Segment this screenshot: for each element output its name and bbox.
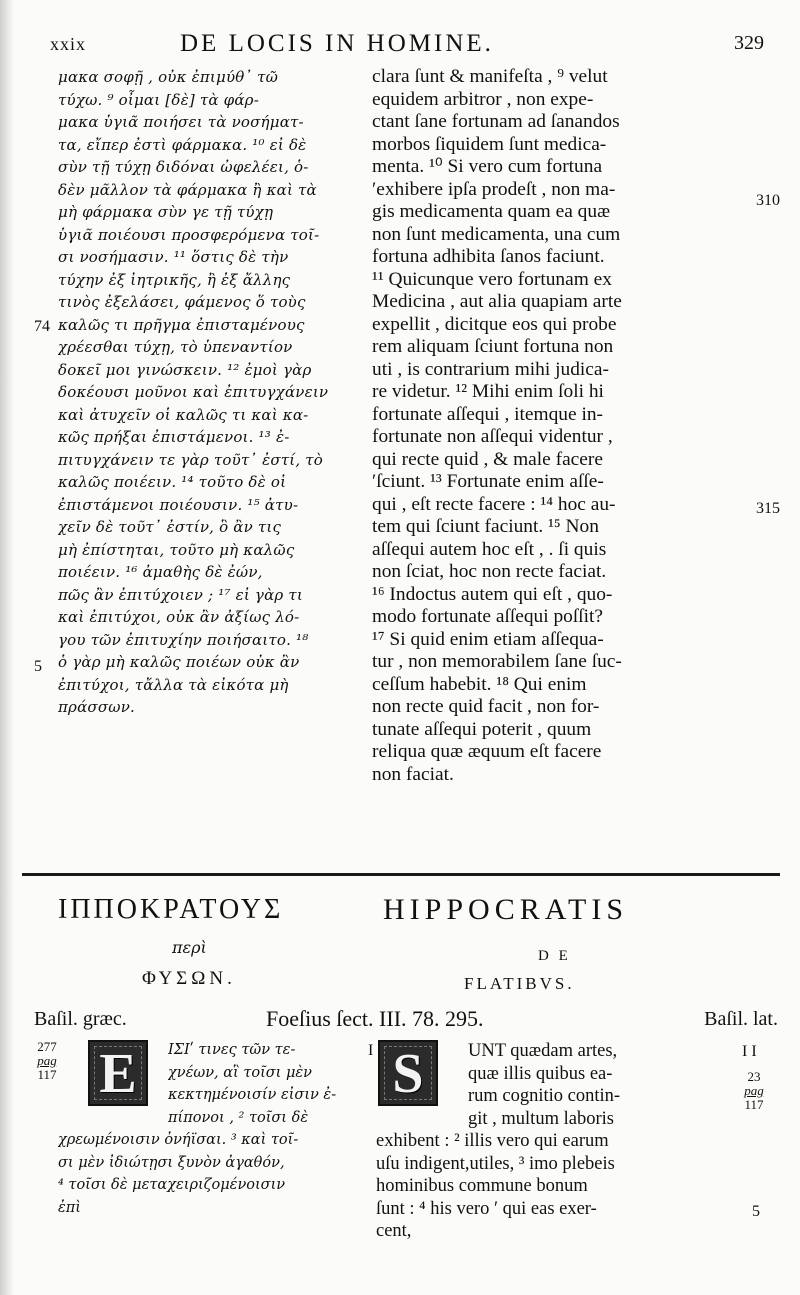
greek-text-line: ὑγιᾶ ποιέουσι προσφερόμενα τοῖ- — [58, 225, 320, 244]
latin-text-line: ceſſum habebit. ¹⁸ Qui enim — [372, 673, 587, 695]
latin-text-line: qui , eſt recte facere : ¹⁴ hoc au- — [372, 493, 616, 515]
latin-text-line: ctant ſane fortunam ad ſanandos — [372, 111, 620, 132]
greek-text-line: καὶ ἀτυχεῖν οἱ καλῶς τι καὶ κα- — [58, 405, 309, 424]
greek-text-line: καλῶς ποιέειν. ¹⁴ τοῦτο δὲ οἱ — [58, 473, 287, 491]
latin-sentence-number: I — [368, 1042, 374, 1059]
latin-text-line: rem aliquam ſciunt fortuna non — [372, 336, 614, 357]
greek-text-line: σὺν τῇ τύχῃ διδόναι ὠφελέει, ὁ- — [58, 158, 309, 176]
greek-text-line: χρεωμένοισιν ὀνήϊσαι. ³ καὶ τοῖ- — [58, 1132, 299, 1148]
latin-text-line: hominibus commune bonum — [376, 1176, 588, 1196]
latin-text-line: ʹſciunt. ¹³ Fortunate enim aſſe- — [372, 471, 604, 492]
greek-text-line: μὴ φάρμακα σὺν γε τῇ τύχῃ — [58, 203, 274, 221]
latin-text-line: menta. ¹⁰ Si vero cum fortuna — [372, 156, 603, 177]
latin-text-line: non ſunt medicamenta, una cum — [372, 223, 621, 245]
latin-text-line: non faciat. — [372, 763, 454, 785]
margin-ref-ii: I I — [742, 1043, 757, 1060]
greek-text-line: κεκτημένοισίν εἰσιν ἐ- — [168, 1087, 337, 1103]
greek-text-line: ἐπιτύχοι, τἄλλα τὰ εἰκότα μὴ — [58, 675, 289, 694]
greek-text-line: χνέων, αἳ τοῖσι μὲν — [168, 1064, 312, 1081]
margin-line-number: 310 — [756, 192, 780, 209]
latin-text-line: non ſciat, hoc non recte faciat. — [372, 561, 607, 582]
greek-text-line: μὴ ἐπίστηται, τοῦτο μὴ καλῶς — [58, 540, 295, 559]
greek-text-line: πιτυγχάνειν τε γὰρ τοῦτ᾽ ἐστί, τὸ — [58, 450, 324, 469]
latin-text-line: uſu indigent,utiles, ³ imo plebeis — [376, 1153, 615, 1174]
greek-text-line: καλῶς τι πρῆγμα ἐπισταμένους — [58, 315, 305, 334]
latin-text-line: uti , is contrarium mihi judica- — [372, 358, 609, 380]
latin-text-line: gis medicamenta quam ea quæ — [372, 201, 610, 222]
latin-text-line: tunate aſſequi poterit , quum — [372, 718, 592, 740]
greek-opening-text — [168, 1039, 362, 1129]
latin-text-line: tem qui ſciunt faciunt. ¹⁵ Non — [372, 516, 599, 537]
latin-text-line: fortunate non aſſequi videntur , — [372, 426, 613, 447]
greek-text-line: ⁴ τοῖσι δὲ μεταχειριζομένοισιν — [58, 1177, 286, 1193]
latin-text-line: clara ſunt & manifeſta , ⁹ velut — [372, 66, 608, 87]
greek-text-line: τα, εἴπερ ἐστὶ φάρμακα. ¹⁰ εἰ δὲ — [58, 135, 307, 154]
latin-text-line: re videtur. ¹² Mihi enim ſoli hi — [372, 381, 604, 402]
latin-subject-title: FLATIBVS. — [464, 974, 575, 993]
greek-text-line: μακα ὑγιᾶ ποιήσει τὰ νοσήματ- — [58, 113, 304, 131]
greek-text-line: μακα σοφῇ , οὐκ ἐπιμύθ᾽ τῶ — [58, 68, 279, 86]
latin-text-line: expellit , dicitque eos qui probe — [372, 313, 617, 335]
latin-text-line: fortunate aſſequi , itemque in- — [372, 403, 603, 425]
latin-text-line: fortuna adhibita ſanos faciunt. — [372, 246, 605, 267]
latin-author-title: HIPPOCRATIS — [383, 893, 629, 926]
page-ref-left: 277 pag 117 — [37, 1039, 57, 1082]
page-binding-shadow — [0, 0, 14, 1295]
greek-text-line: ποιέειν. ¹⁶ ἀμαθὴς δὲ ἐών, — [58, 563, 263, 581]
greek-text-line: πῶς ἂν ἐπιτύχοιεν ; ¹⁷ εἰ γὰρ τι — [58, 585, 303, 604]
latin-text-line: git , multum laboris — [468, 1108, 614, 1129]
greek-text-line: σι μὲν ἰδιώτῃσι ξυνὸν ἀγαθόν, — [58, 1154, 285, 1171]
greek-text-line: πράσσων. — [58, 698, 136, 716]
latin-text-line: ¹⁶ Indoctus autem qui eſt , quo- — [372, 583, 613, 605]
latin-text-line: ſunt : ⁴ his vero ʹ qui eas exer- — [376, 1198, 597, 1219]
edition-basil-latin: Baſil. lat. — [704, 1008, 778, 1030]
latin-text-line: ʹexhibere ipſa prodeſt , non ma- — [372, 178, 616, 200]
greek-text-column — [58, 66, 358, 719]
greek-text-line: χεῖν δὲ τοῦτ᾽ ἐστίν, ὃ ἂν τις — [58, 518, 282, 536]
latin-text-line: aſſequi autem hoc eſt , . ſi quis — [372, 538, 607, 560]
latin-opening-text-continued — [376, 1130, 724, 1243]
margin-line-number: 5 — [34, 658, 42, 675]
greek-text-line: δοκεῖ μοι γινώσκειν. ¹² ἐμοὶ γὰρ — [58, 360, 312, 379]
latin-de: D E — [538, 948, 571, 964]
latin-text-line: ¹¹ Quicunque vero fortunam ex — [372, 268, 612, 290]
greek-text-line: σι νοσήμασιν. ¹¹ ὅστις δὲ τὴν — [58, 248, 289, 266]
latin-text-line: tur , non memorabilem ſane ſuc- — [372, 651, 622, 672]
section-divider-rule — [22, 873, 780, 876]
latin-text-line: non recte quid facit , non for- — [372, 696, 600, 717]
latin-text-line: morbos ſiquidem ſunt medica- — [372, 133, 607, 155]
latin-text-line: modo fortunate aſſequi poſſit? — [372, 606, 604, 627]
greek-peri: περὶ — [172, 938, 207, 957]
page-number: 329 — [734, 32, 764, 54]
greek-text-line: ΙΣΙʹ τινες τῶν τε- — [168, 1042, 296, 1058]
greek-text-line: τύχω. ⁹ οἶμαι [δὲ] τὰ φάρ- — [58, 90, 259, 109]
greek-text-line: ἐπιστάμενοι ποιέουσιν. ¹⁵ ἀτυ- — [58, 495, 299, 514]
latin-text-line: Medicina , aut alia quapiam arte — [372, 291, 622, 312]
greek-text-line: δὲν μᾶλλον τὰ φάρμακα ἢ καὶ τὰ — [58, 180, 317, 199]
margin-line-number: 74 — [34, 318, 50, 335]
greek-text-line: τινὸς ἐξελάσει, φάμενος ὅ τοὺς — [58, 293, 306, 311]
latin-opening-text — [468, 1040, 728, 1130]
greek-opening-text-continued — [58, 1129, 358, 1219]
margin-line-number: 315 — [756, 500, 780, 517]
page-ref-right: 23 pag 117 — [744, 1069, 764, 1112]
latin-text-line: reliqua quæ æquum eſt facere — [372, 741, 602, 762]
greek-author-title: ΙΠΠΟΚΡΑΤΟΥΣ — [58, 894, 284, 925]
greek-text-line: τύχην ἐξ ἰητρικῆς, ἢ ἐξ ἄλλης — [58, 270, 291, 289]
edition-basil-greek: Baſil. græc. — [34, 1008, 127, 1030]
greek-text-line: κῶς πρήξαι ἐπιστάμενοι. ¹³ ἐ- — [58, 428, 290, 446]
latin-text-line: ¹⁷ Si quid enim etiam aſſequa- — [372, 628, 604, 650]
decorated-initial-greek: E — [88, 1040, 148, 1106]
latin-text-line: exhibent : ² illis vero qui earum — [376, 1131, 609, 1151]
running-head-section: xxix — [50, 34, 87, 54]
latin-text-column — [372, 66, 724, 786]
latin-text-line: cent, — [376, 1221, 412, 1241]
latin-text-line: quæ illis quibus ea- — [468, 1063, 613, 1084]
running-head-title: DE LOCIS IN HOMINE. — [180, 30, 494, 57]
latin-text-line: rum cognitio contin- — [468, 1086, 621, 1106]
edition-references — [34, 1006, 778, 1036]
greek-text-line: χρέεσθαι τύχῃ, τὸ ὑπεναντίον — [58, 338, 293, 356]
greek-text-line: ἐπὶ — [58, 1199, 81, 1216]
greek-text-line: γου τῶν ἐπιτυχίην ποιήσαιτο. ¹⁸ — [58, 630, 309, 649]
latin-text-line: qui recte quid , & male facere — [372, 448, 603, 470]
running-head — [50, 30, 764, 60]
edition-foesius: Foeſius ſect. III. 78. 295. — [266, 1006, 484, 1031]
greek-text-line: δοκέουσι μοῦνοι καὶ ἐπιτυγχάνειν — [58, 383, 329, 401]
greek-text-line: καὶ ἐπιτύχοι, οὐκ ἂν ἀξίως λό- — [58, 608, 300, 626]
decorated-initial-latin: S — [378, 1040, 438, 1106]
greek-text-line: πίπονοι , ² τοῖσι δὲ — [168, 1109, 309, 1126]
margin-line-number: 5 — [752, 1203, 760, 1220]
latin-text-line: UNT quædam artes, — [468, 1041, 618, 1061]
latin-text-line: equidem arbitror , non expe- — [372, 88, 594, 110]
greek-subject-title: ΦΥΣΩΝ. — [142, 968, 236, 989]
greek-text-line: ὁ γὰρ μὴ καλῶς ποιέων οὐκ ἂν — [58, 653, 300, 671]
